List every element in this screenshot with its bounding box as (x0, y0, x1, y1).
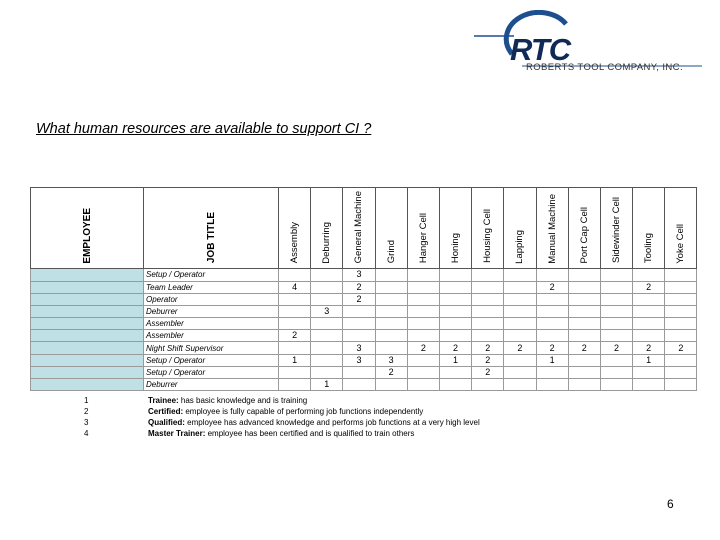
table-row (31, 379, 697, 391)
skill-rating-cell (600, 330, 632, 342)
skill-rating-cell (633, 269, 665, 281)
skill-rating-cell: 3 (311, 305, 343, 317)
rating-legend (84, 395, 480, 439)
skill-header-cell (600, 188, 632, 269)
skill-rating-cell: 3 (343, 269, 375, 281)
skill-rating-cell (375, 318, 407, 330)
skill-rating-cell (407, 305, 439, 317)
job-title-header-cell (144, 188, 279, 269)
skills-matrix-table (30, 187, 697, 391)
skill-rating-cell (439, 305, 471, 317)
skill-header: Tooling (643, 233, 655, 264)
skill-header-cell (568, 188, 600, 269)
skill-rating-cell (311, 366, 343, 378)
skill-rating-cell: 2 (472, 366, 504, 378)
skill-rating-cell (665, 330, 697, 342)
skill-rating-cell (311, 293, 343, 305)
skill-rating-cell: 2 (407, 342, 439, 354)
skill-header: Yoke Cell (675, 223, 687, 264)
skill-rating-cell: 1 (536, 354, 568, 366)
skill-header-cell (375, 188, 407, 269)
skill-rating-cell (568, 318, 600, 330)
skill-header: Honing (450, 233, 462, 264)
skill-rating-cell (375, 281, 407, 293)
skill-rating-cell (407, 354, 439, 366)
skill-rating-cell (568, 281, 600, 293)
skill-rating-cell: 1 (633, 354, 665, 366)
skill-rating-cell: 2 (568, 342, 600, 354)
skill-rating-cell (536, 379, 568, 391)
skill-rating-cell (568, 305, 600, 317)
skill-header-cell (279, 188, 311, 269)
skill-rating-cell (407, 318, 439, 330)
skill-header: Hanger Cell (417, 213, 429, 264)
skill-rating-cell (536, 293, 568, 305)
skill-header: Port Cap Cell (578, 206, 590, 264)
skill-rating-cell: 1 (279, 354, 311, 366)
skill-header: General Machine (353, 191, 365, 264)
skill-rating-cell (504, 379, 536, 391)
skill-rating-cell (472, 318, 504, 330)
matrix-body (31, 269, 697, 391)
skill-rating-cell (504, 269, 536, 281)
employee-cell (31, 293, 144, 305)
skill-rating-cell (633, 379, 665, 391)
skill-rating-cell (633, 318, 665, 330)
skill-rating-cell (536, 318, 568, 330)
skill-rating-cell (279, 379, 311, 391)
skill-rating-cell (568, 330, 600, 342)
legend-number: 3 (84, 418, 89, 427)
skill-rating-cell (504, 366, 536, 378)
skill-rating-cell: 2 (665, 342, 697, 354)
skill-header: Manual Machine (546, 193, 558, 264)
skill-rating-cell: 2 (536, 281, 568, 293)
job-title-cell: Operator (144, 293, 279, 305)
skill-rating-cell: 2 (633, 281, 665, 293)
logo-company-name: ROBERTS TOOL COMPANY, INC. (526, 62, 683, 73)
legend-number: 2 (84, 407, 89, 416)
employee-header-cell (31, 188, 144, 269)
skill-rating-cell (279, 318, 311, 330)
matrix-header-row (31, 188, 697, 269)
skill-rating-cell (439, 366, 471, 378)
skill-rating-cell (439, 293, 471, 305)
employee-cell (31, 366, 144, 378)
table-row (31, 318, 697, 330)
skill-rating-cell (504, 318, 536, 330)
skill-rating-cell (536, 305, 568, 317)
skill-header-cell (439, 188, 471, 269)
employee-cell (31, 269, 144, 281)
skill-header: Housing Cell (482, 209, 494, 264)
legend-term: Certified: (148, 407, 184, 416)
skill-rating-cell (504, 293, 536, 305)
skill-rating-cell (504, 305, 536, 317)
employee-cell (31, 281, 144, 293)
skill-rating-cell: 2 (279, 330, 311, 342)
job-title-cell: Assembler (144, 330, 279, 342)
job-title-cell: Assembler (144, 318, 279, 330)
skill-rating-cell (407, 379, 439, 391)
skill-rating-cell (600, 269, 632, 281)
job-title-cell: Setup / Operator (144, 366, 279, 378)
table-row (31, 366, 697, 378)
skill-rating-cell (311, 354, 343, 366)
legend-number: 1 (84, 396, 89, 405)
skill-rating-cell: 1 (439, 354, 471, 366)
skill-rating-cell (568, 293, 600, 305)
skill-header-cell (472, 188, 504, 269)
skill-rating-cell: 3 (343, 342, 375, 354)
logo-letters: RTC (510, 32, 571, 67)
legend-item (84, 417, 480, 428)
skill-rating-cell (568, 379, 600, 391)
table-row (31, 305, 697, 317)
skill-rating-cell (665, 354, 697, 366)
skill-header-cell (311, 188, 343, 269)
skill-rating-cell: 2 (472, 354, 504, 366)
skill-rating-cell (439, 330, 471, 342)
skill-rating-cell (439, 379, 471, 391)
job-title-cell: Deburrer (144, 305, 279, 317)
skill-rating-cell: 3 (343, 354, 375, 366)
skill-rating-cell: 2 (504, 342, 536, 354)
employee-cell (31, 342, 144, 354)
skill-rating-cell (472, 281, 504, 293)
skill-rating-cell (279, 342, 311, 354)
skill-rating-cell (375, 293, 407, 305)
skill-rating-cell (279, 366, 311, 378)
skill-rating-cell (665, 281, 697, 293)
skill-rating-cell: 1 (311, 379, 343, 391)
skill-rating-cell (568, 366, 600, 378)
skill-rating-cell (600, 366, 632, 378)
skill-rating-cell (375, 305, 407, 317)
legend-term: Trainee: (148, 396, 179, 405)
employee-cell (31, 379, 144, 391)
skill-rating-cell (504, 330, 536, 342)
skill-rating-cell (343, 366, 375, 378)
skill-rating-cell (407, 269, 439, 281)
skill-rating-cell (633, 305, 665, 317)
legend-description: employee is fully capable of performing job functions independently (183, 407, 424, 416)
legend-term: Qualified: (148, 418, 185, 427)
skill-rating-cell: 2 (343, 281, 375, 293)
legend-description: employee has been certified and is qualified to train others (205, 429, 415, 438)
skill-rating-cell (311, 330, 343, 342)
skill-rating-cell (665, 269, 697, 281)
skill-rating-cell (311, 342, 343, 354)
job-title-cell: Night Shift Supervisor (144, 342, 279, 354)
skill-rating-cell (600, 293, 632, 305)
legend-number: 4 (84, 429, 89, 438)
legend-description: has basic knowledge and is training (178, 396, 308, 405)
table-row (31, 293, 697, 305)
skill-rating-cell (439, 281, 471, 293)
skill-rating-cell (536, 269, 568, 281)
skill-header-cell (633, 188, 665, 269)
skill-rating-cell (600, 281, 632, 293)
skill-rating-cell (375, 269, 407, 281)
skill-rating-cell (279, 305, 311, 317)
skill-rating-cell (665, 379, 697, 391)
skill-header-cell (407, 188, 439, 269)
job-title-cell: Deburrer (144, 379, 279, 391)
skill-rating-cell (407, 293, 439, 305)
legend-item (84, 428, 480, 439)
skill-rating-cell: 4 (279, 281, 311, 293)
employee-cell (31, 305, 144, 317)
skill-rating-cell: 2 (472, 342, 504, 354)
employee-cell (31, 318, 144, 330)
skill-header-cell (665, 188, 697, 269)
skill-rating-cell (472, 379, 504, 391)
skill-header: Sidewinder Cell (610, 197, 622, 264)
skill-rating-cell: 2 (439, 342, 471, 354)
skill-rating-cell (472, 330, 504, 342)
skill-rating-cell (343, 318, 375, 330)
skill-rating-cell (665, 366, 697, 378)
skill-rating-cell (600, 354, 632, 366)
skill-rating-cell (343, 330, 375, 342)
skill-rating-cell (311, 318, 343, 330)
legend-term: Master Trainer: (148, 429, 206, 438)
legend-item (84, 395, 480, 406)
skill-rating-cell: 2 (600, 342, 632, 354)
skill-header-cell (343, 188, 375, 269)
skill-rating-cell: 2 (536, 342, 568, 354)
job-title-cell: Setup / Operator (144, 354, 279, 366)
skill-rating-cell (472, 305, 504, 317)
skill-rating-cell (439, 269, 471, 281)
skill-rating-cell (633, 293, 665, 305)
table-row (31, 342, 697, 354)
skill-rating-cell (343, 379, 375, 391)
skill-rating-cell (504, 281, 536, 293)
skill-rating-cell (568, 354, 600, 366)
table-row (31, 269, 697, 281)
job-title-header: JOB TITLE (205, 212, 217, 264)
skill-header: Assembly (289, 222, 301, 264)
skill-rating-cell: 2 (633, 342, 665, 354)
skill-rating-cell (375, 330, 407, 342)
skill-header-cell (536, 188, 568, 269)
employee-header: EMPLOYEE (81, 207, 93, 264)
legend-item (84, 406, 480, 417)
skill-rating-cell (536, 330, 568, 342)
skill-rating-cell (407, 281, 439, 293)
skill-rating-cell (665, 318, 697, 330)
skill-header-cell (504, 188, 536, 269)
skill-rating-cell (633, 366, 665, 378)
skill-rating-cell (665, 293, 697, 305)
table-row (31, 354, 697, 366)
skill-rating-cell (536, 366, 568, 378)
job-title-cell: Setup / Operator (144, 269, 279, 281)
skill-rating-cell (504, 354, 536, 366)
skill-rating-cell (407, 366, 439, 378)
skill-rating-cell (279, 269, 311, 281)
skill-header: Deburring (321, 221, 333, 264)
table-row (31, 330, 697, 342)
skill-rating-cell (375, 379, 407, 391)
skill-rating-cell (665, 305, 697, 317)
table-row (31, 281, 697, 293)
skill-rating-cell (279, 293, 311, 305)
employee-cell (31, 330, 144, 342)
skill-rating-cell (311, 269, 343, 281)
company-logo (474, 10, 704, 80)
skill-rating-cell (633, 330, 665, 342)
skill-rating-cell (472, 269, 504, 281)
employee-cell (31, 354, 144, 366)
skill-rating-cell: 2 (375, 366, 407, 378)
skill-rating-cell (407, 330, 439, 342)
skill-rating-cell (600, 318, 632, 330)
page-number: 6 (667, 497, 674, 511)
skill-rating-cell (600, 305, 632, 317)
skill-rating-cell (568, 269, 600, 281)
job-title-cell: Team Leader (144, 281, 279, 293)
skill-rating-cell (311, 281, 343, 293)
skill-header: Grind (385, 240, 397, 264)
legend-description: employee has advanced knowledge and performs job functions at a very high level (184, 418, 480, 427)
skill-rating-cell (343, 305, 375, 317)
skill-rating-cell (600, 379, 632, 391)
skill-rating-cell: 2 (343, 293, 375, 305)
skill-header: Lapping (514, 229, 526, 264)
skill-rating-cell: 3 (375, 354, 407, 366)
skill-rating-cell (375, 342, 407, 354)
slide-heading: What human resources are available to support CI ? (36, 121, 372, 137)
skill-rating-cell (439, 318, 471, 330)
skill-rating-cell (472, 293, 504, 305)
